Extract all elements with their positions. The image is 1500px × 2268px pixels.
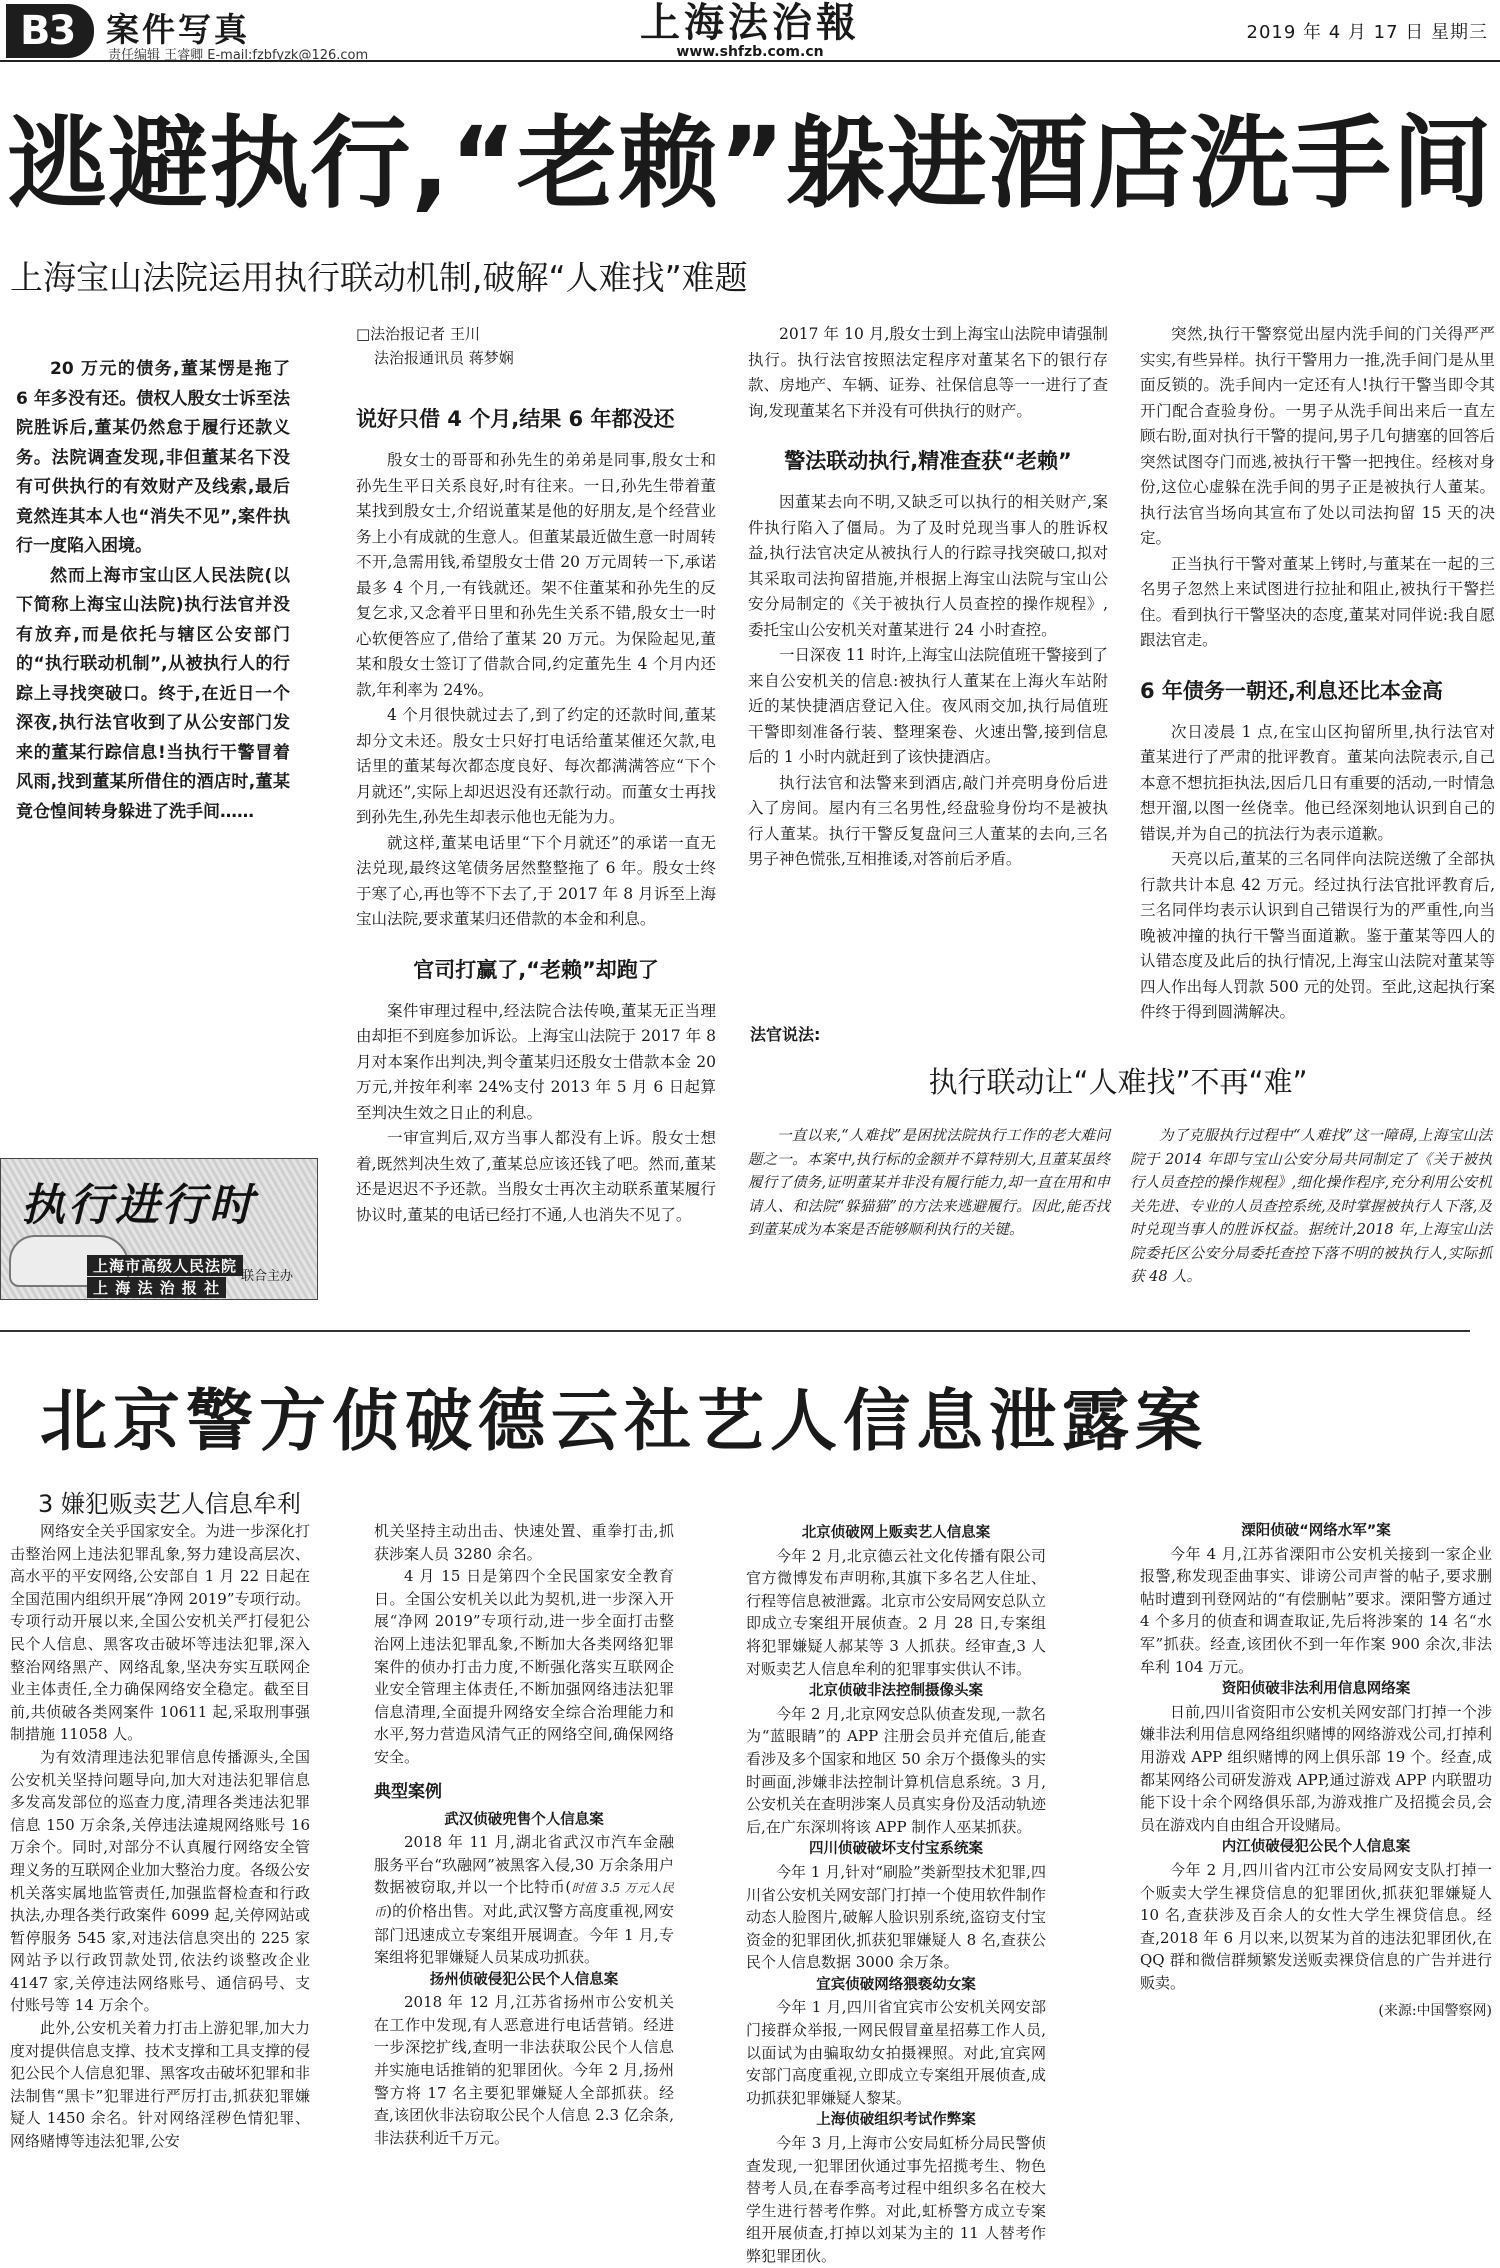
judge-comment-label: 法官说法: <box>750 1025 821 1044</box>
body-paragraph: 案件审理过程中,经法院合法传唤,董某无正当理由却拒不到庭参加诉讼。上海宝山法院于 2017 年 8 月对本案作出判决,判令董某归还殷女士借款本金 20 万元,并按年利率 24%支付 2013 年 5 月 6 日起算至判决生效之日止的利息。 <box>356 1001 716 1122</box>
body-paragraph: 网络安全关乎国家安全。为进一步深化打击整治网上违法犯罪乱象,努力建设高层次、高水平的平安网络,公安部自 1 月 22 日起在全国范围内组织开展“净网 2019”专项行动。专项行动开展以来,全国公安机关严打侵犯公民个人信息、黑客攻击破坏等违法犯罪,深入整治网络黑产、网络乱象,坚决夯实互联网企业主体责任,全力确保网络安全稳定。截至目前,共侦破各类网案件 10611 起,采取刑事强制措施 11058 人。 <box>10 1522 311 1744</box>
case-paragraph: 今年 3 月,上海市公安局虹桥分局民警侦查发现,一犯罪团伙通过事先招揽考生、物色替考人员,在春季高考过程中组织多名在校大学生进行替考作弊。对此,虹桥警方成立专案组开展侦查,打掉以刘某为主的 11 人替考作弊犯罪团伙。 <box>746 2134 1046 2265</box>
issue-date: 2019 年 4 月 17 日 星期三 <box>1246 22 1488 43</box>
story-divider <box>0 1330 1470 1332</box>
case-text: )的价格出售。对此,武汉警方高度重视,网安部门迅速成立专案组开展调查。今年 1 月,专案组将犯罪嫌疑人员某成功抓获。 <box>374 1901 674 1967</box>
case-paragraph: 今年 4 月,江苏省溧阳市公安机关接到一家企业报警,称发现歪曲事实、诽谤公司声誉的帖子,要求删帖时遭到刊登网站的“有偿删帖”要求。溧阳警方通过 4 个多月的侦查和调查取证,先后将涉案的 14 名“水军”抓获。经查,该团伙不到一年作案 900 余次,非法牟利 104 万元。 <box>1140 1544 1492 1676</box>
case-paragraph: 日前,四川省资阳市公安机关网安部门打掉一个涉嫌非法利用信息网络组织赌博的网络游戏公司,打掉利用游戏 APP 组织赌博的网上俱乐部 19 个。经查,成都某网络公司研发游戏 APP,通过游戏 APP 内联盟功能下设十余个网络俱乐部,为游戏推广及招揽会员,会员在游戏内自由组合开设赌局。 <box>1140 1702 1492 1834</box>
column-logo-cohost: 联合主办 <box>241 1269 294 1284</box>
story1-lead <box>16 355 290 827</box>
masthead <box>0 0 1500 62</box>
body-paragraph: 2017 年 10 月,殷女士到上海宝山法院申请强制执行。执行法官按照法定程序对董某名下的银行存款、房地产、车辆、证券、社保信息等一一进行了查询,发现董某名下并没有可供执行的财产。 <box>748 325 1108 420</box>
body-paragraph: 一审宣判后,双方当事人都没有上诉。殷女士想着,既然判决生效了,董某总应该还钱了吧。然而,董某还是迟迟不予还款。当殷女士再次主动联系董某履行协议时,董某的电话已经打不通,人也消失不见了。 <box>356 1129 716 1224</box>
paper-url[interactable]: www.shfzb.com.cn <box>676 44 824 60</box>
lead-paragraph: 然而上海市宝山区人民法院(以下简称上海宝山法院)执行法官并没有放弃,而是依托与辖区公安部门的“执行联动机制”,从被执行人的行踪上寻找突破口。终于,在近日一个深夜,执行法官收到了从公安部门发来的董某行踪信息!当执行干警冒着风雨,找到董某所借住的酒店时,董某竟仓惶间转身躲进了洗手间…… <box>16 565 290 822</box>
story1-column-2 <box>356 322 716 1228</box>
case-title: 资阳侦破非法利用信息网络案 <box>1221 1681 1411 1698</box>
column-logo-org-2: 上 海 法 治 报 社 <box>87 1277 226 1298</box>
case-title: 溧阳侦破“网络水军”案 <box>1241 1523 1391 1539</box>
case-paragraph: 今年 2 月,四川省内江市公安局网安支队打掉一个贩卖大学生裸贷信息的犯罪团伙,抓获犯罪嫌疑人 10 名,查获涉及百余人的女性大学生裸贷信息。经查,2018 年 6 月以来,以贺某为首的违法犯罪团伙,在 QQ 群和微信群频繁发送贩卖裸贷信息的广告并进行贩卖。 <box>1140 1860 1492 1992</box>
case-paragraph: 今年 2 月,北京德云社文化传播有限公司官方微博发布声明称,其旗下多名艺人住址、行程等信息被泄露。北京市公安局网安总队立即成立专案组开展侦查。2 月 28 日,专案组将犯罪嫌疑人郝某等 3 人抓获。经审查,3 人对贩卖艺人信息牟利的犯罪事实供认不讳。 <box>746 1546 1047 1678</box>
body-paragraph: 突然,执行干警察觉出屋内洗手间的门关得严严实实,有些异样。执行干警用力一推,洗手间门是从里面反锁的。洗手间内一定还有人!执行干警当即令其开门配合查验身份。一男子从洗手间出来后一直左顾右盼,面对执行干警的提问,男子几句搪塞的回答后突然试图夺门而逃,被执行干警一把拽住。经核对身份,这位心虚躲在洗手间的男子正是被执行人董某。执行法官当场向其宣布了处以司法拘留 15 天的决定。 <box>1140 325 1495 547</box>
case-title: 武汉侦破兜售个人信息案 <box>444 1811 604 1828</box>
body-paragraph: 机关坚持主动出击、快速处置、重拳打击,抓获涉案人员 3280 余名。 <box>374 1522 674 1563</box>
story2-column-4 <box>1140 1520 1492 2023</box>
case-paragraph: 今年 1 月,四川省宜宾市公安机关网安部门接群众举报,一网民假冒童星招募工作人员,以面试为由骗取幼女拍摄裸照。对此,宜宾网安部门高度重视,立即成立专案组开展侦查,成功抓获犯罪嫌疑人黎某。 <box>746 1998 1046 2107</box>
case-title: 四川侦破破坏支付宝系统案 <box>809 1841 983 1858</box>
body-paragraph: 4 个月很快就过去了,到了约定的还款时间,董某却分文未还。殷女士只好打电话给董某催还欠款,电话里的董某每次都态度良好、每次都满满答应“下个月就还”,实际上却迟迟没有还款行动。而董女士再找到孙先生,孙先生却表示他也无能为力。 <box>356 706 716 826</box>
body-paragraph: 次日凌晨 1 点,在宝山区拘留所里,执行法官对董某进行了严肃的批评教育。董某向法院表示,自己本意不想抗拒执法,因后几日有重要的活动,一时情急想开溜,以图一丝侥幸。他已经深刻地认识到自己的错误,并为自己的抗法行为表示道歉。 <box>1140 722 1495 843</box>
section-title: 警法联动执行,精准查获“老赖” <box>784 449 1072 473</box>
body-paragraph: 为有效清理违法犯罪信息传播源头,全国公安机关坚持问题导向,加大对违法犯罪信息多发高发部位的巡查力度,清理各类违法犯罪信息 150 万余条,关停违法違規网络账号 16 万余个。同时,对部分不认真履行网络安全管理义务的互联网企业加大整治力度。各级公安机关落实属地监管责任,加强监督检查和行政执法,办理各类行政案件 6099 起,关停网站或暂停服务 545 家,对违法信息突出的 225 家网站予以行政罚款处罚,依法约谈整改企业 4147 家,关停违法网络账号、通信码号、支付账号等 14 万余个。 <box>10 1747 311 2015</box>
column-logo-title: 执行进行时 <box>21 1180 256 1231</box>
body-paragraph: 殷女士的哥哥和孙先生的弟弟是同事,殷女士和孙先生平日关系良好,时有往来。一日,孙先生带着董某找到殷女士,介绍说董某是他的好朋友,是个经营业务上小有成就的生意人。但董某最近做生意一时周转不开,急需用钱,希望殷女士借 20 万元周转一下,承诺最多 4 个月,一有钱就还。架不住董某和孙先生的反复乞求,又念着平日里和孙先生关系不错,殷女士一时心软便答应了,借给了董某 20 万元。为保险起见,董某和殷女士签订了借款合同,约定董先生 4 个月内还款,年利率为 24%。 <box>356 451 716 699</box>
case-title: 扬州侦破侵犯公民个人信息案 <box>429 1971 619 1988</box>
case-title: 北京侦破网上贩卖艺人信息案 <box>801 1525 991 1541</box>
comment-paragraph: 为了克服执行过程中“人难找”这一障碍,上海宝山法院于 2014 年即与宝山公安分局共同制定了《关于被执行人员查控的操作规程》,细化操作程序,充分利用公安机关先进、专业的人员查控系统,及时掌握被执行人下落,及时兑现当事人的胜诉权益。据统计,2018 年,上海宝山法院委托区公安分局委托查控下落不明的被执行人,实际抓获 48 人。 <box>1130 1128 1492 1285</box>
cases-title: 典型案例 <box>374 1781 442 1802</box>
section-title: 官司打赢了,“老赖”却跑了 <box>413 957 659 982</box>
body-paragraph: 一日深夜 11 时许,上海宝山法院值班干警接到了来自公安机关的信息:被执行人董某在上海火车站附近的某快捷酒店登记入住。夜风雨交加,执行局值班干警即刻准备行装、整理案卷、火速出警,接到信息后的 1 小时内就赶到了该快捷酒店。 <box>748 646 1109 766</box>
section-title: 6 年债务一朝还,利息还比本金高 <box>1140 678 1443 703</box>
body-paragraph: 天亮以后,董某的三名同伴向法院送缴了全部执行款共计本息 42 万元。经过执行法官批评教育后,三名同伴均表示认识到自己错误行为的严重性,向当晚被冲撞的执行干警当面道歉。鉴于董某等四人的认错态度及此后的执行情况,上海宝山法院对董某等四人作出每人罚款 500 元的处罚。至此,这起执行案件终于得到圆满解决。 <box>1140 850 1495 1021</box>
byline-reporter: □法治报记者 王川 <box>356 325 480 343</box>
body-paragraph: 4 月 15 日是第四个全民国家安全教育日。全国公安机关以此为契机,进一步深入开展“净网 2019”专项行动,进一步全面打击整治网上违法犯罪乱象,不断加大各类网络犯罪案件的侦办打击力度,不断强化落实互联网企业安全管理主体责任,不断加强网络违法犯罪信息清理,全面提升网络安全综合治理能力和水平,努力营造风清气正的网络空间,确保网络安全。 <box>374 1567 674 1766</box>
body-paragraph: 此外,公安机关着力打击上游犯罪,加大力度对提供信息支撑、技术支撑和工具支撑的侵犯公民个人信息犯罪、黑客攻击破坏犯罪和非法制售“黑卡”犯罪进行严厉打击,抓获犯罪嫌疑人 1450 余名。针对网络淫秽色情犯罪、网络赌博等违法犯罪,公安 <box>10 2019 311 2151</box>
story1-column-4 <box>1140 322 1495 1026</box>
paper-logo: 上海法治報 <box>640 0 860 46</box>
story2-column-1 <box>10 1520 310 2153</box>
comment-paragraph: 一直以来,“人难找”是困扰法院执行工作的老大难问题之一。本案中,执行标的金额并不算特别大,且董某虽终履行了债务,证明董某并非没有履行能力,却一直在用和申请人、和法院“躲猫猫”的方法来逃避履行。因此,能否找到董某成为本案是否能够顺利执行的关键。 <box>748 1128 1110 1238</box>
source-credit: (来源:中国警察网) <box>1378 2003 1492 2020</box>
editor-line: 责任编辑 王睿卿 E-mail:fzbfyzk@126.com <box>108 48 369 63</box>
story2-subheadline: 3 嫌犯贩卖艺人信息牟利 <box>38 1490 301 1518</box>
body-paragraph: 执行法官和法警来到酒店,敲门并亮明身份后进入了房间。屋内有三名男性,经盘验身份均不是被执行人董某。执行干警反复盘问三人董某的去向,三名男子神色慌张,互相推诿,对答前后矛盾。 <box>748 773 1108 868</box>
judge-comment-title: 执行联动让“人难找”不再“难” <box>928 1065 1308 1099</box>
case-note: 时值 3.5 万元人民币 <box>374 1881 674 1919</box>
story1-subheadline: 上海宝山法院运用执行联动机制,破解“人难找”难题 <box>10 258 748 297</box>
case-title: 内江侦破侵犯公民个人信息案 <box>1221 1839 1411 1856</box>
case-title: 上海侦破组织考试作弊案 <box>816 2112 976 2129</box>
body-paragraph: 就这样,董某电话里“下个月就还”的承诺一直无法兑现,最终这笔债务居然整整拖了 6 年。殷女士终于寒了心,再也等不下去了,于 2017 年 8 月诉至上海宝山法院,要求董某归还借款的本金和利息。 <box>356 833 716 928</box>
story2-column-2 <box>374 1520 674 2149</box>
byline-correspondent: 法治报通讯员 蒋梦娴 <box>374 349 514 367</box>
story1-column-3 <box>748 322 1108 873</box>
section-title: 说好只借 4 个月,结果 6 年都没还 <box>356 407 675 431</box>
case-text: 2018 年 11 月,湖北省武汉市汽车金融服务平台“玖融网”被黑客入侵,30 万余条用户数据被窃取,并以一个比特币( <box>374 1833 674 1897</box>
column-logo <box>0 1158 318 1300</box>
case-paragraph: 今年 2 月,北京网安总队侦查发现,一款名为“蓝眼睛”的 APP 注册会员并充值后,能查看涉及多个国家和地区 50 余万个摄像头的实时画面,涉嫌非法控制计算机信息系统。3 月,公安机关在查明涉案人员真实身份及活动轨迹后,在广东深圳将该 APP 制作人巫某抓获。 <box>746 1704 1047 1836</box>
story2-headline: 北京警方侦破德云社艺人信息泄露案 <box>40 1382 1208 1460</box>
case-title: 宜宾侦破网络猥亵幼女案 <box>816 1976 976 1993</box>
story2-column-3 <box>746 1520 1046 2268</box>
body-paragraph: 正当执行干警对董某上铐时,与董某在一起的三名男子忽然上来试图进行拉扯和阻止,被执行干警拦住。看到执行干警坚决的态度,董某对同伴说:我自愿跟法官走。 <box>1140 554 1495 649</box>
column-logo-org-1: 上海市高级人民法院 <box>87 1255 243 1276</box>
page-badge: B3 <box>6 4 94 58</box>
lead-paragraph: 20 万元的债务,董某愣是拖了 6 年多没有还。债权人殷女士诉至法院胜诉后,董某仍然怠于履行还款义务。法院调查发现,非但董某名下没有可供执行的有效财产及线索,最后竟然连其本人也“消失不见”,案件执行一度陷入困境。 <box>16 359 290 556</box>
section-name: 案件写真 <box>106 10 250 49</box>
story1-headline: 逃避执行,“老赖”躲进酒店洗手间 <box>7 105 1493 222</box>
case-paragraph <box>374 1831 674 1969</box>
judge-comment-column-2 <box>1130 1125 1492 1290</box>
judge-comment-column-1 <box>748 1125 1110 1243</box>
case-paragraph: 今年 1 月,针对“刷脸”类新型技术犯罪,四川省公安机关网安部门打掉一个使用软件制作动态人脸图片,破解人脸识别系统,盗窃支付宝资金的犯罪团伙,抓获犯罪嫌疑人 8 名,查获公民个人信息数据 3000 余万条。 <box>746 1862 1047 1972</box>
body-paragraph: 因董某去向不明,又缺乏可以执行的相关财产,案件执行陷入了僵局。为了及时兑现当事人的胜诉权益,执行法官决定从被执行人的行踪寻找突破口,拟对其采取司法拘留措施,并根据上海宝山法院与宝山公安分局制定的《关于被执行人员查控的操作规程》,委托宝山公安机关对董某进行 24 小时查控。 <box>748 493 1108 639</box>
case-title: 北京侦破非法控制摄像头案 <box>809 1683 983 1700</box>
case-paragraph: 2018 年 12 月,江苏省扬州市公安机关在工作中发现,有人恶意进行电话营销。经进一步深挖扩线,查明一非法获取公民个人信息并实施电话推销的犯罪团伙。今年 2 月,扬州警方将 17 名主要犯罪嫌疑人全部抓获。经查,该团伙非法窃取公民个人信息 2.3 亿余条,非法获利近千万元。 <box>374 1993 674 2147</box>
